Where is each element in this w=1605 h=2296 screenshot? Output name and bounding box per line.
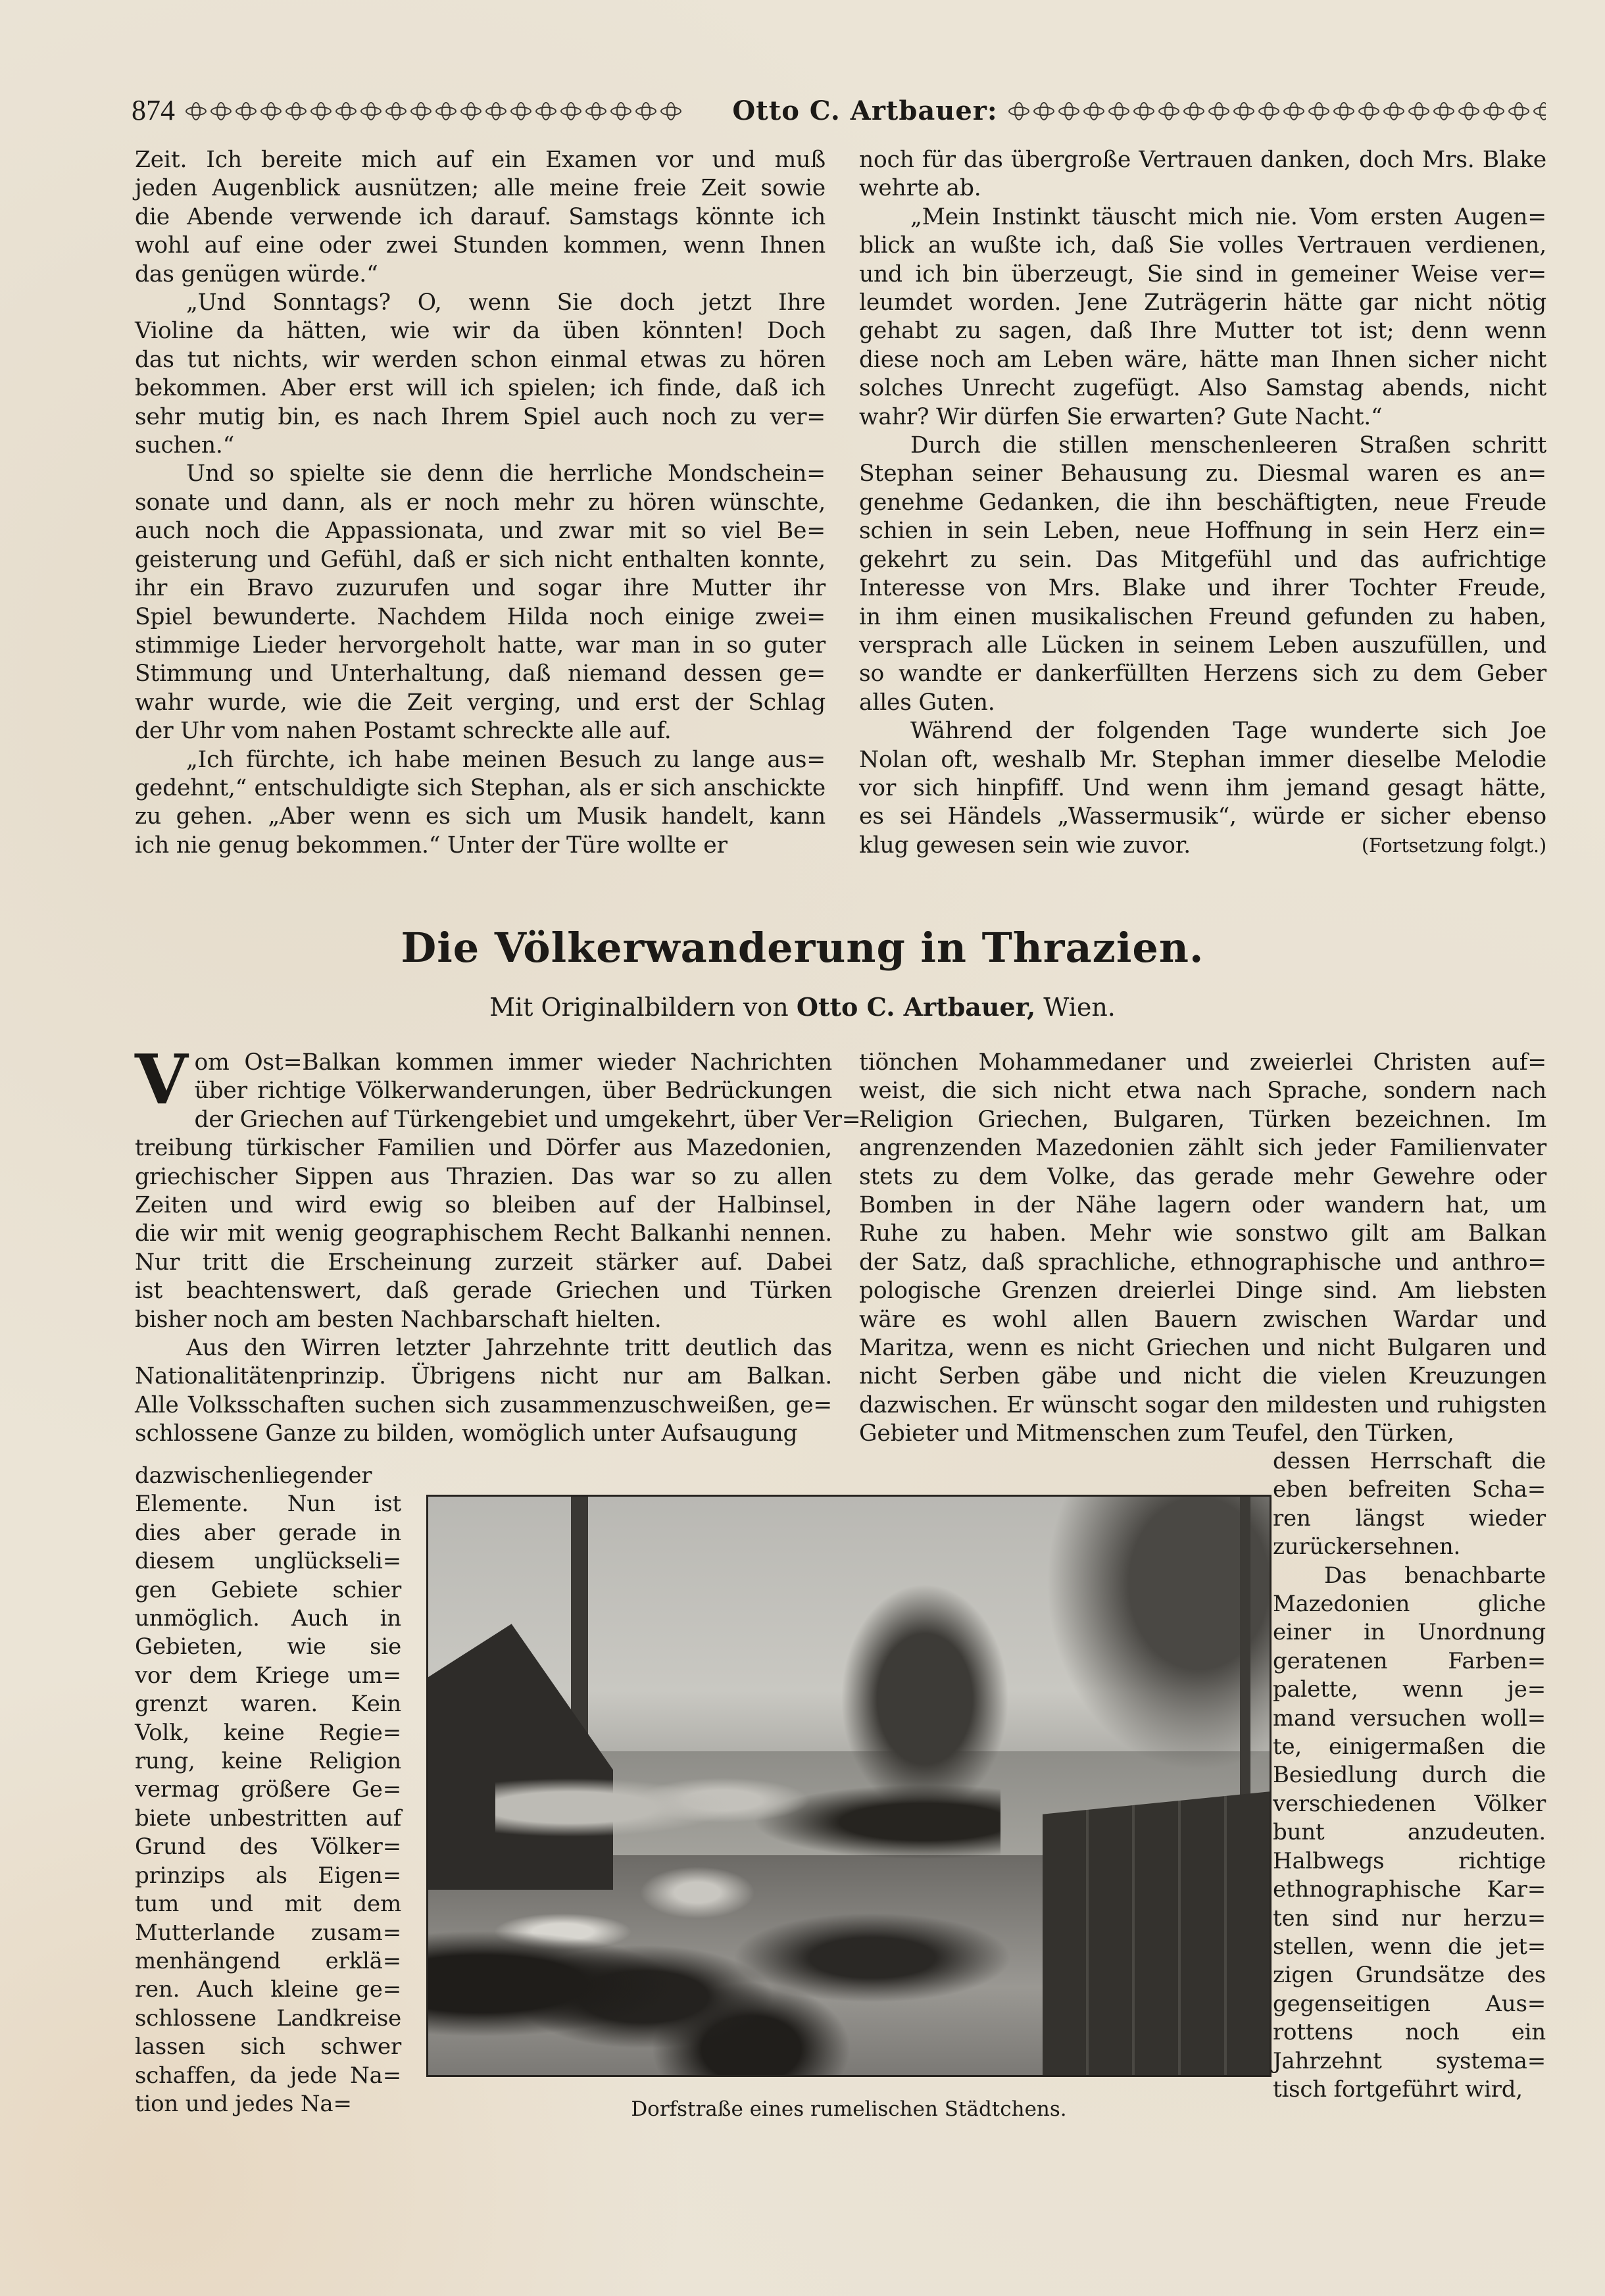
text-line: Nationalitätenprinzip. Übrigens nicht nur am Balkan. — [135, 1363, 832, 1390]
header-author: Otto C. Artbauer: — [732, 95, 998, 126]
text-line: Während der folgenden Tage wunderte sich Joe — [910, 718, 1546, 745]
text-line: wahr? Wir dürfen Sie erwarten? Gute Nacht.“ — [859, 403, 1383, 430]
flourish-ornament-icon — [1182, 102, 1204, 119]
flourish-ornament-icon — [259, 102, 282, 119]
paragraph — [135, 1334, 832, 1449]
flourish-ornament-icon — [1232, 102, 1254, 119]
text-line: geisterung und Gefühl, daß er sich nicht enthalten konnte, — [135, 546, 826, 573]
text-line: Durch die stillen menschenleeren Straßen schritt — [910, 432, 1546, 459]
flourish-ornament-icon — [584, 102, 606, 119]
article-byline — [0, 992, 1605, 1022]
photo-pole — [1240, 1497, 1250, 1820]
text-line: Interesse von Mrs. Blake und ihrer Tochter Freude, — [859, 575, 1546, 602]
text-line: ist beachtenswert, daß gerade Griechen und Türken — [135, 1278, 832, 1305]
text-line: „Ich fürchte, ich habe meinen Besuch zu lange aus= — [186, 746, 826, 773]
flourish-ornament-icon — [209, 102, 232, 119]
text-line: wehrte ab. — [859, 175, 981, 202]
text-line: es sei Händels „Wassermusik“, würde er sicher ebenso — [859, 803, 1546, 830]
text-line: Stephan seiner Behausung zu. Diesmal waren es an= — [859, 461, 1546, 487]
text-line: gehabt zu sagen, daß Ihre Mutter tot ist; denn wenn — [859, 318, 1546, 345]
text-line: Nolan oft, weshalb Mr. Stephan immer dieselbe Melodie — [859, 746, 1546, 773]
text-line: Halbwegs richtige — [1273, 1847, 1546, 1874]
text-line: ren längst wieder — [1273, 1505, 1546, 1532]
text-line: palette, wenn je= — [1273, 1676, 1546, 1703]
flourish-ornament-icon — [409, 102, 432, 119]
ornament-border-right — [1007, 101, 1546, 120]
flourish-ornament-icon — [1382, 102, 1404, 119]
text-line: und ich bin überzeugt, Sie sind in gemeiner Weise ver= — [859, 261, 1546, 287]
text-line: eben befreiten Scha= — [1273, 1476, 1546, 1503]
flourish-ornament-icon — [1007, 102, 1029, 119]
text-line: stets zu dem Volke, das gerade mehr Gewehre oder — [859, 1163, 1546, 1190]
text-line: weist, die sich nicht etwa nach Sprache, sondern nach — [859, 1078, 1546, 1105]
text-line: sonate und dann, als er noch mehr zu hören wünschte, — [135, 489, 826, 516]
text-line: gekehrt zu sein. Das Mitgefühl und das aufrichtige — [859, 546, 1546, 573]
paragraph — [859, 146, 1546, 203]
flourish-ornament-icon — [1307, 102, 1329, 119]
text-line: pologische Grenzen dreierlei Dinge sind. Am liebsten — [859, 1278, 1546, 1305]
paragraph — [859, 1049, 1546, 1449]
text-line: jeden Augenblick ausnützen; alle meine freie Zeit sowie — [135, 175, 826, 202]
flourish-ornament-icon — [1432, 102, 1454, 119]
text-line: wohl auf eine oder zwei Stunden kommen, wenn Ihnen — [135, 232, 826, 259]
paragraph — [1273, 1447, 1546, 1562]
flourish-ornament-icon — [509, 102, 531, 119]
text-line: ihr ein Bravo zuzurufen und sogar ihre Mutter ihr — [135, 575, 826, 602]
text-line: stimmige Lieder hervorgeholt hatte, war man in so guter — [135, 632, 826, 659]
text-line: Stimmung und Unterhaltung, daß niemand dessen ge= — [135, 661, 826, 687]
text-line: alles Guten. — [859, 689, 995, 716]
text-line: Ruhe zu haben. Mehr wie sonstwo gilt am Balkan — [859, 1220, 1546, 1247]
text-line: Religion Griechen, Bulgaren, Türken bezeichnen. Im — [859, 1106, 1546, 1133]
byline-prefix: Mit Originalbildern von — [489, 993, 789, 1022]
text-line: Grund des Völker= — [135, 1834, 401, 1860]
text-line: bunt anzudeuten. — [1273, 1819, 1546, 1846]
text-line: Violine da hätten, wie wir da üben könnten! Doch — [135, 318, 826, 345]
flourish-ornament-icon — [1407, 102, 1429, 119]
text-line: bekommen. Aber erst will ich spielen; ich finde, daß ich — [135, 375, 826, 402]
text-line: suchen.“ — [135, 432, 235, 459]
text-line: biete unbestritten auf — [135, 1805, 401, 1832]
paragraph — [135, 146, 826, 289]
photo-tree-right — [1034, 1497, 1270, 1786]
text-line: te, einigermaßen die — [1273, 1734, 1546, 1760]
text-line: gedehnt,“ entschuldigte sich Stephan, als er sich anschickte — [135, 774, 826, 801]
text-line: tiönchen Mohammedaner und zweierlei Christen auf= — [859, 1049, 1546, 1076]
byline-author: Otto C. Artbauer, — [796, 992, 1036, 1022]
flourish-ornament-icon — [1282, 102, 1304, 119]
text-line: geratenen Farben= — [1273, 1647, 1546, 1674]
text-line: Jahrzehnt systema= — [1273, 2047, 1546, 2074]
flourish-ornament-icon — [434, 102, 457, 119]
paragraph — [135, 1039, 861, 1334]
flourish-ornament-icon — [334, 102, 357, 119]
text-line: genehme Gedanken, die ihn beschäftigten, neue Freude — [859, 489, 1546, 516]
text-line: Aus den Wirren letzter Jahrzehnte tritt deutlich das — [186, 1335, 832, 1362]
text-line: prinzips als Eigen= — [135, 1862, 401, 1889]
text-line: lassen sich schwer — [135, 2034, 401, 2060]
text-line: der Satz, daß sprachliche, ethnographische und anthro= — [859, 1249, 1546, 1276]
flourish-ornament-icon — [384, 102, 407, 119]
text-line: „Und Sonntags? O, wenn Sie doch jetzt Ihre — [186, 289, 826, 316]
text-line: noch für das übergroße Vertrauen danken, doch Mrs. Blake — [859, 147, 1546, 173]
text-line: die wir mit wenig geographischem Recht Balkanhi nennen. — [135, 1220, 832, 1247]
text-line: mand versuchen woll= — [1273, 1705, 1546, 1732]
flourish-ornament-icon — [609, 102, 631, 119]
text-line: Mutterlande zusam= — [135, 1919, 401, 1946]
flourish-ornament-icon — [534, 102, 556, 119]
flourish-ornament-icon — [1082, 102, 1104, 119]
text-line: blick an wußte ich, daß Sie volles Vertrauen verdienen, — [859, 232, 1546, 259]
flourish-ornament-icon — [1057, 102, 1079, 119]
text-line: diese noch am Leben wäre, hätte man Ihnen sicher nicht — [859, 346, 1546, 373]
text-line: zurückersehnen. — [1273, 1534, 1461, 1560]
text-line: diesem unglückseli= — [135, 1548, 401, 1575]
text-line: Besiedlung durch die — [1273, 1762, 1546, 1789]
text-line: tum und mit dem — [135, 1891, 401, 1918]
paragraph — [1273, 1562, 1546, 2105]
flourish-ornament-icon — [1457, 102, 1479, 119]
paragraph — [135, 460, 826, 745]
continuation-note: (Fortsetzung folgt.) — [1361, 834, 1546, 857]
text-line: rung, keine Religion — [135, 1748, 401, 1775]
text-line: Zeiten und wird ewig so bleiben auf der Halbinsel, — [135, 1192, 832, 1219]
flourish-ornament-icon — [1157, 102, 1179, 119]
text-line: stellen, wenn die jet= — [1273, 1933, 1546, 1960]
text-line: unmöglich. Auch in — [135, 1605, 401, 1632]
article-narrow-column-left — [135, 1462, 401, 2118]
text-line: Nur tritt die Erscheinung zurzeit stärker auf. Dabei — [135, 1249, 832, 1276]
text-line: Elemente. Nun ist — [135, 1491, 401, 1518]
flourish-ornament-icon — [1482, 102, 1504, 119]
text-line: menhängend erklä= — [135, 1947, 401, 1974]
text-line: Das benachbarte — [1324, 1562, 1546, 1589]
flourish-ornament-icon — [309, 102, 332, 119]
article-photo — [426, 1495, 1272, 2077]
running-header — [132, 91, 1546, 130]
text-line: zigen Grundsätze des — [1273, 1962, 1546, 1989]
text-line: versprach alle Lücken in seinem Leben auszufüllen, und — [859, 632, 1546, 659]
text-line: om Ost=Balkan kommen immer wieder Nachrichten — [194, 1049, 832, 1076]
article-narrow-column-right — [1273, 1447, 1546, 2104]
article-column-left — [135, 1039, 861, 1449]
text-line: ten sind nur herzu= — [1273, 1905, 1546, 1932]
photo-caption: Dorfstraße eines rumelischen Städtchens. — [631, 2097, 1067, 2121]
text-line: Bomben in der Nähe lagern oder wandern hat, um — [859, 1192, 1546, 1219]
story-column-right — [859, 146, 1546, 860]
text-line: die Abende verwende ich darauf. Samstags könnte ich — [135, 203, 826, 230]
text-line: Mazedonien gliche — [1273, 1591, 1546, 1618]
text-line: einer in Unordnung — [1273, 1619, 1546, 1646]
text-line: schlossene Landkreise — [135, 2005, 401, 2032]
text-line: Gebieten, wie sie — [135, 1634, 401, 1660]
text-line: Spiel bewunderte. Nachdem Hilda noch einige zwei= — [135, 603, 826, 630]
text-line: so wandte er dankerfüllten Herzens sich zu dem Geber — [859, 661, 1546, 687]
text-line: Und so spielte sie denn die herrliche Mondschein= — [186, 461, 826, 487]
text-line: dessen Herrschaft die — [1273, 1448, 1546, 1474]
flourish-ornament-icon — [1107, 102, 1129, 119]
text-line: verschiedenen Völker — [1273, 1790, 1546, 1817]
story-column-left — [135, 146, 826, 860]
text-line: „Mein Instinkt täuscht mich nie. Vom ersten Augen= — [910, 203, 1546, 230]
paragraph — [135, 289, 826, 460]
text-line: vor dem Kriege um= — [135, 1662, 401, 1689]
flourish-ornament-icon — [1507, 102, 1529, 119]
text-line: solches Unrecht zugefügt. Also Samstag abends, nicht — [859, 375, 1546, 402]
text-line: dazwischenliegender — [135, 1462, 372, 1489]
text-line: gegenseitigen Aus= — [1273, 1990, 1546, 2017]
text-line: Alle Volksschaften suchen sich zusammenzuschweißen, ge= — [135, 1391, 832, 1418]
article-column-right — [859, 1049, 1546, 1449]
text-line: tisch fortgeführt wird, — [1273, 2076, 1523, 2103]
flourish-ornament-icon — [484, 102, 506, 119]
text-line: grenzt waren. Kein — [135, 1691, 401, 1718]
text-line: griechischer Sippen aus Thrazien. Das war so zu allen — [135, 1163, 832, 1190]
page-number: 874 — [132, 94, 175, 126]
flourish-ornament-icon — [1257, 102, 1279, 119]
text-line: vor sich hinpfiff. Und wenn ihm jemand gesagt hätte, — [859, 774, 1546, 801]
flourish-ornament-icon — [359, 102, 382, 119]
flourish-ornament-icon — [1532, 102, 1546, 119]
flourish-ornament-icon — [559, 102, 581, 119]
flourish-ornament-icon — [1357, 102, 1379, 119]
text-line: klug gewesen sein wie zuvor. (Fortsetzung folgt.) — [859, 832, 1546, 860]
text-line: angrenzenden Mazedonien zählt sich jeder Familienvater — [859, 1135, 1546, 1162]
flourish-ornament-icon — [459, 102, 482, 119]
paragraph — [135, 1462, 401, 2118]
text-line: tion und jedes Na= — [135, 2090, 352, 2117]
text-line: Gebieter und Mitmenschen zum Teufel, den Türken, — [859, 1420, 1454, 1447]
flourish-ornament-icon — [1332, 102, 1354, 119]
paragraph — [135, 746, 826, 861]
text-line: schien in sein Leben, neue Hoffnung in sein Herz ein= — [859, 518, 1546, 545]
text-line: ren. Auch kleine ge= — [135, 1976, 401, 2003]
text-line: gen Gebiete schier — [135, 1576, 401, 1603]
text-line: Zeit. Ich bereite mich auf ein Examen vor und muß — [135, 147, 826, 173]
text-line: sehr mutig bin, es nach Ihrem Spiel auch noch zu ver= — [135, 403, 826, 430]
text-line: das tut nichts, wir werden schon einmal etwas zu hören — [135, 346, 826, 373]
flourish-ornament-icon — [659, 102, 681, 119]
flourish-ornament-icon — [234, 102, 257, 119]
photo-crowd — [428, 1814, 1101, 2075]
text-line: der Griechen auf Türkengebiet und umgekehrt, über Ver= — [194, 1106, 861, 1133]
flourish-ornament-icon — [1132, 102, 1154, 119]
text-line: zu gehen. „Aber wenn es sich um Musik handelt, kann — [135, 803, 826, 830]
ornament-border-left — [184, 101, 723, 120]
text-line: schaffen, da jede Na= — [135, 2062, 401, 2089]
text-line: in ihm einen musikalischen Freund gefunden zu haben, — [859, 603, 1546, 630]
text-line: rottens noch ein — [1273, 2019, 1546, 2046]
text-line: leumdet worden. Jene Zuträgerin hätte gar nicht nötig — [859, 289, 1546, 316]
flourish-ornament-icon — [184, 102, 207, 119]
text-line: Volk, keine Regie= — [135, 1719, 401, 1746]
article-title: Die Völkerwanderung in Thrazien. — [401, 924, 1204, 972]
text-line: über richtige Völkerwanderungen, über Bedrückungen — [194, 1078, 832, 1105]
text-line: wahr wurde, wie die Zeit verging, und erst der Schlag — [135, 689, 826, 716]
paragraph — [859, 432, 1546, 717]
text-line: bisher noch am besten Nachbarschaft hielten. — [135, 1306, 662, 1333]
flourish-ornament-icon — [284, 102, 307, 119]
flourish-ornament-icon — [1032, 102, 1054, 119]
text-line: ethnographische Kar= — [1273, 1876, 1546, 1903]
drop-cap: V — [135, 1039, 188, 1120]
text-line: nicht Serben gäbe und nicht die vielen Kreuzungen — [859, 1363, 1546, 1390]
text-line: ich nie genug bekommen.“ Unter der Türe wollte er — [135, 832, 728, 859]
text-line: dazwischen. Er wünscht sogar den mildesten und ruhigsten — [859, 1391, 1546, 1418]
text-line: das genügen würde.“ — [135, 261, 378, 287]
text-line: wäre es wohl allen Bauern zwischen Wardar und — [859, 1306, 1546, 1333]
text-line: dies aber gerade in — [135, 1519, 401, 1546]
text-line: schlossene Ganze zu bilden, womöglich unter Aufsaugung — [135, 1420, 798, 1447]
text-line: auch noch die Appassionata, und zwar mit so viel Be= — [135, 518, 826, 545]
byline-place: Wien. — [1043, 993, 1116, 1022]
text-line: vermag größere Ge= — [135, 1776, 401, 1803]
paragraph — [859, 203, 1546, 432]
paragraph — [859, 717, 1546, 860]
text-line: Maritza, wenn es nicht Griechen und nicht Bulgaren und — [859, 1335, 1546, 1362]
text-line: der Uhr vom nahen Postamt schreckte alle auf. — [135, 718, 672, 745]
flourish-ornament-icon — [634, 102, 656, 119]
flourish-ornament-icon — [1207, 102, 1229, 119]
text-line: treibung türkischer Familien und Dörfer aus Mazedonien, — [135, 1135, 832, 1162]
